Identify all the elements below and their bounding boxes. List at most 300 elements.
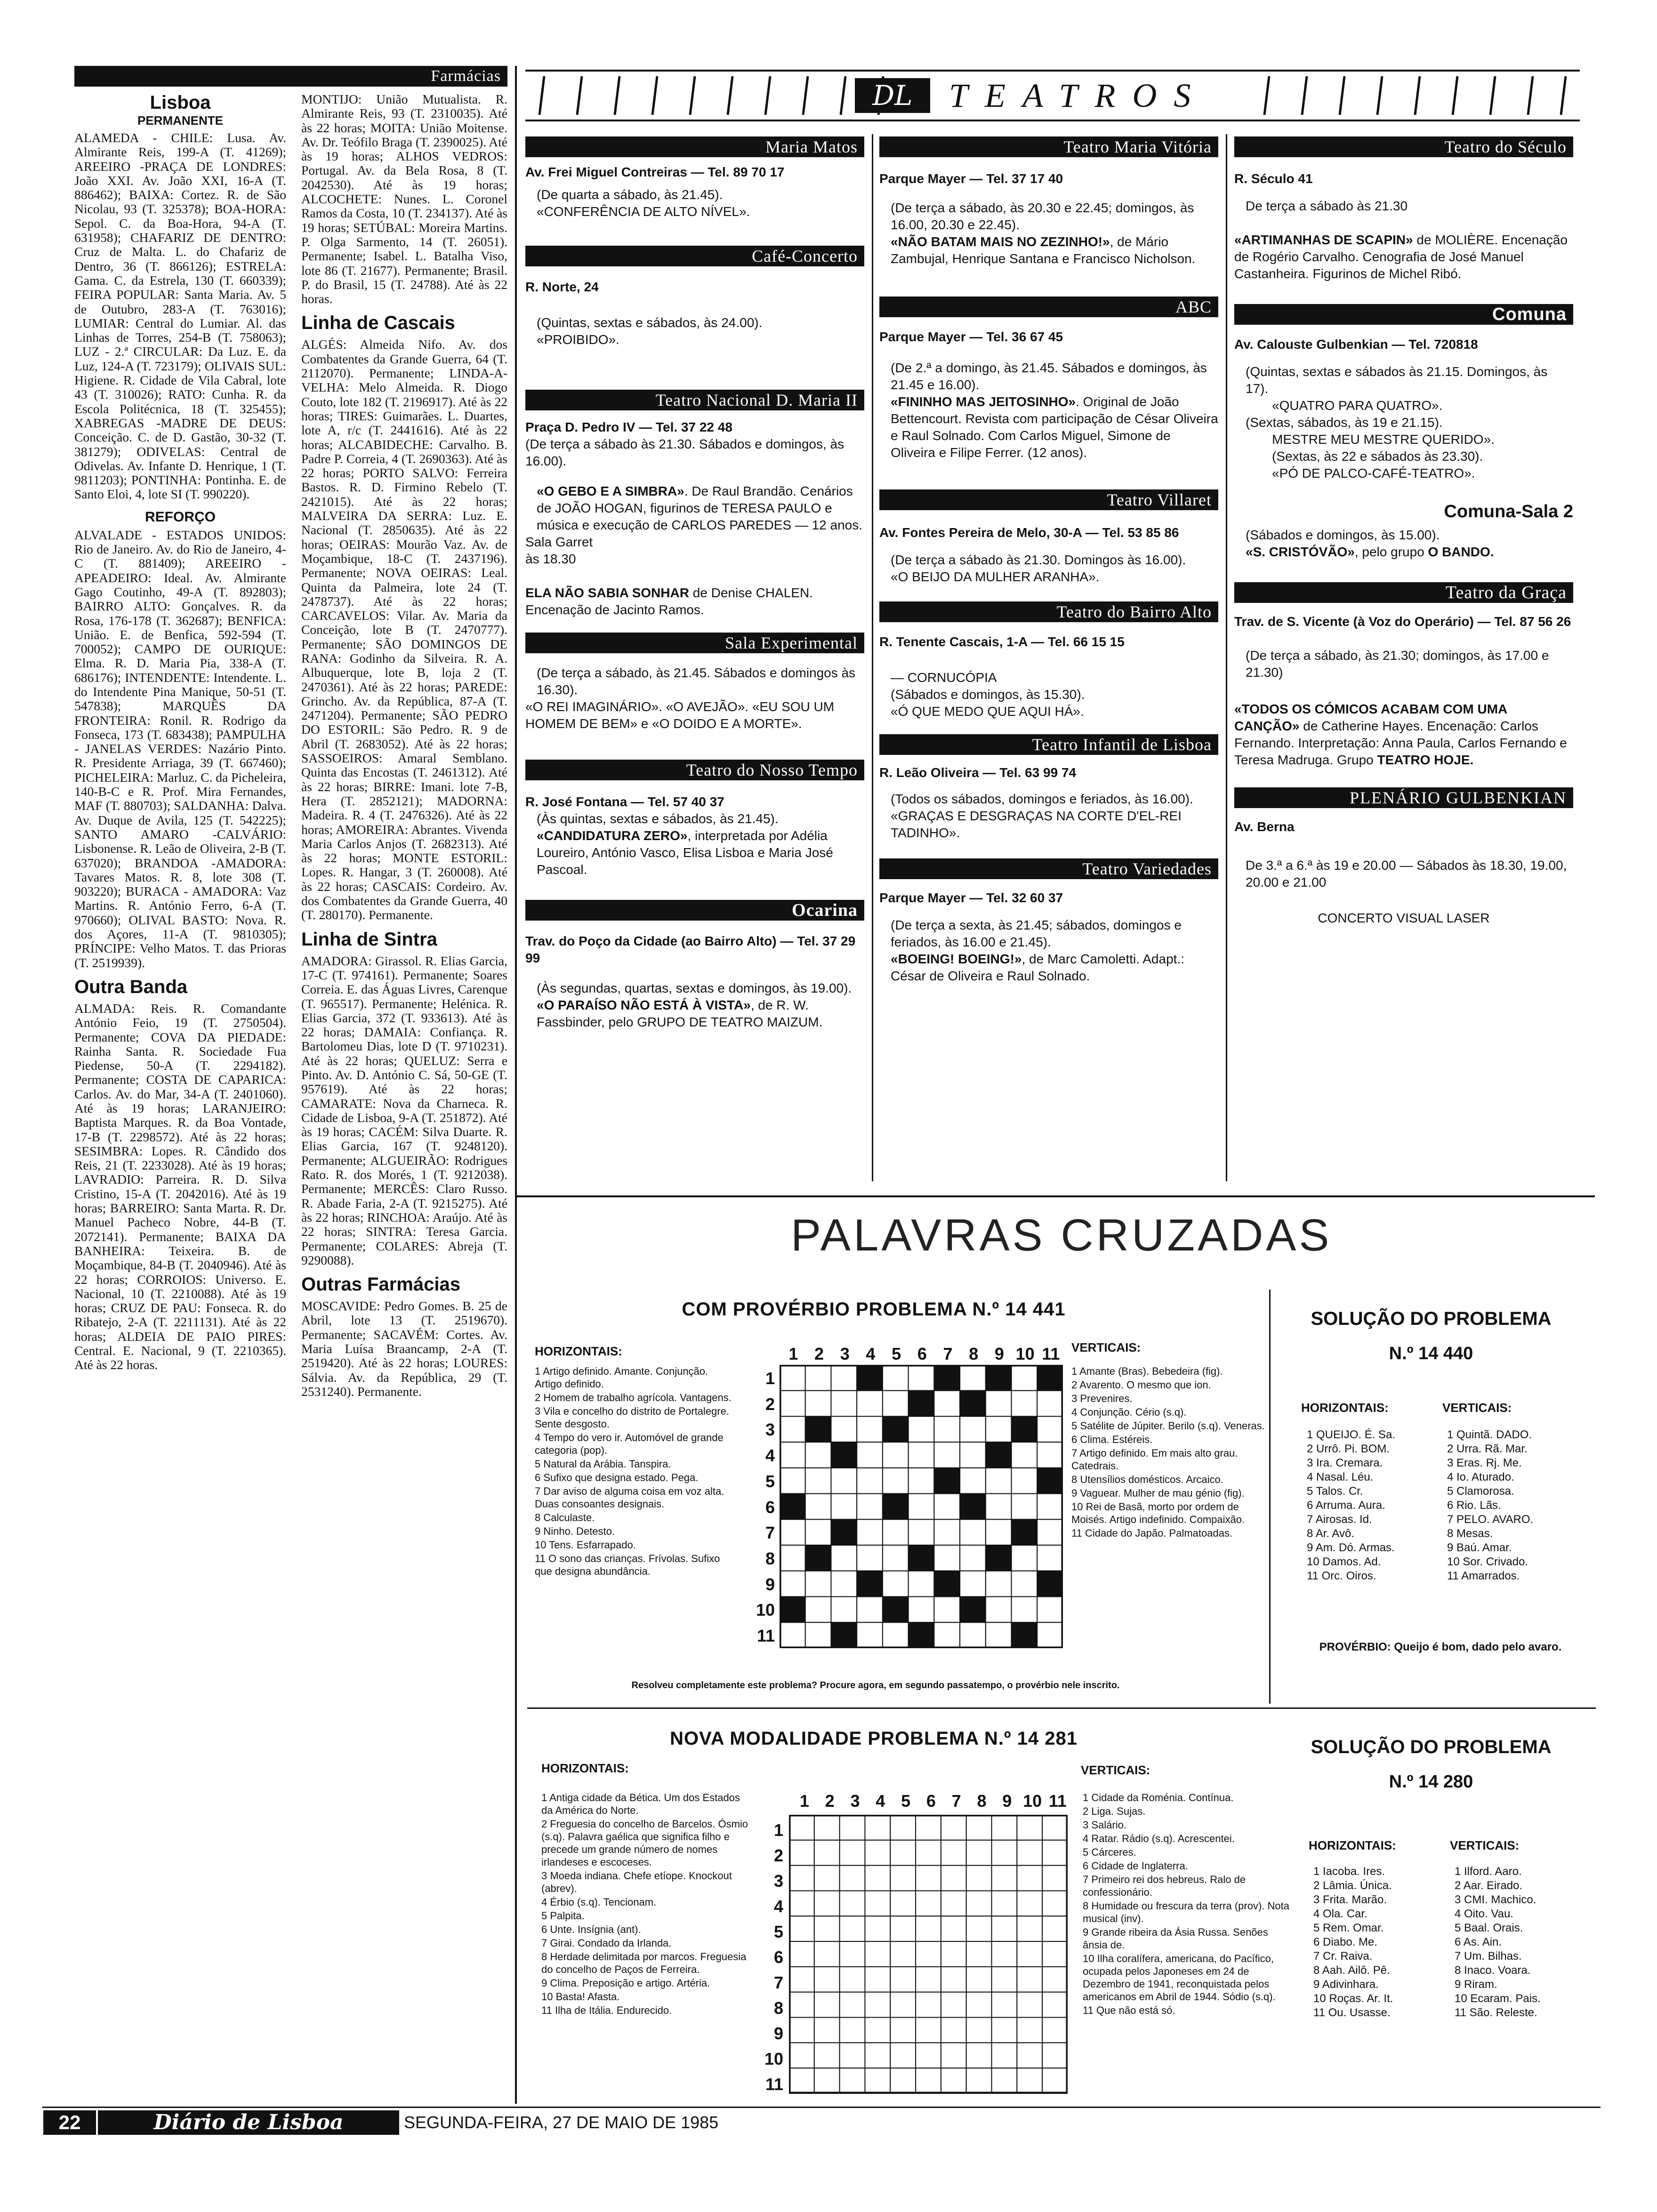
list-item: 3 Prevenires. xyxy=(1071,1393,1133,1404)
grid-cell[interactable] xyxy=(840,2043,865,2068)
grid-cell[interactable] xyxy=(1017,2018,1042,2043)
list-item: 7 Girai. Condado da Irlanda. xyxy=(541,1937,672,1949)
theater-name: Comuna xyxy=(1234,304,1573,325)
list-item: 4 Oito. Vau. xyxy=(1455,1907,1513,1920)
showtimes: (Sábados e domingos, às 15.00). xyxy=(1246,528,1440,542)
grid-number: 3 xyxy=(765,1420,775,1440)
grid-cell[interactable] xyxy=(916,1967,941,1992)
grid-cell[interactable] xyxy=(966,1840,992,1866)
grid-cell[interactable] xyxy=(1017,1916,1042,1941)
grid-cell[interactable] xyxy=(780,1468,805,1494)
grid-cell[interactable] xyxy=(789,1891,814,1916)
grid-cell[interactable] xyxy=(840,1815,865,1840)
grid-cell[interactable] xyxy=(883,1468,909,1494)
grid-cell[interactable] xyxy=(814,1840,840,1866)
grid-cell[interactable] xyxy=(986,1416,1012,1442)
grid-cell[interactable] xyxy=(941,1941,966,1967)
grid-cell[interactable] xyxy=(840,1992,865,2018)
grid-cell[interactable] xyxy=(909,1597,934,1623)
grid-cell[interactable] xyxy=(1017,1992,1042,2018)
grid-cell[interactable] xyxy=(780,1622,805,1648)
grid-cell[interactable] xyxy=(865,1891,890,1916)
grid-cell[interactable] xyxy=(934,1622,960,1648)
grid-cell[interactable] xyxy=(890,1941,916,1967)
grid-cell[interactable] xyxy=(1012,1494,1038,1520)
crossword-1-grid[interactable] xyxy=(780,1365,1063,1648)
crossword-2-title: NOVA MODALIDADE PROBLEMA N.º 14 281 xyxy=(669,1728,1078,1749)
grid-cell[interactable] xyxy=(883,1545,909,1571)
grid-cell[interactable] xyxy=(1012,1597,1038,1623)
grid-cell[interactable] xyxy=(831,1597,857,1623)
grid-number: 9 xyxy=(1002,1791,1012,1811)
solution-1-number: N.º 14 440 xyxy=(1389,1344,1473,1363)
black-cell xyxy=(805,1545,831,1571)
grid-cell[interactable] xyxy=(1042,1941,1068,1967)
grid-cell[interactable] xyxy=(805,1442,831,1468)
grid-cell[interactable] xyxy=(789,2043,814,2068)
list-item: 5 Clamorosa. xyxy=(1447,1485,1514,1498)
grid-cell[interactable] xyxy=(865,1916,890,1941)
grid-cell[interactable] xyxy=(883,1391,909,1417)
grid-cell[interactable] xyxy=(789,1866,814,1891)
grid-cell[interactable] xyxy=(992,1916,1017,1941)
grid-cell[interactable] xyxy=(966,1992,992,2018)
grid-cell[interactable] xyxy=(890,1840,916,1866)
show-title: MESTRE MEU MESTRE QUERIDO». xyxy=(1272,432,1495,447)
grid-cell[interactable] xyxy=(916,1891,941,1916)
grid-cell[interactable] xyxy=(1012,1571,1038,1597)
grid-cell[interactable] xyxy=(789,1941,814,1967)
grid-cell[interactable] xyxy=(840,1941,865,1967)
grid-cell[interactable] xyxy=(865,1866,890,1891)
teatros-column-c xyxy=(1234,136,1573,927)
grid-cell[interactable] xyxy=(941,2043,966,2068)
list-item: 11 Ou. Usasse. xyxy=(1313,2006,1391,2019)
grid-cell[interactable] xyxy=(865,1840,890,1866)
grid-cell[interactable] xyxy=(890,1967,916,1992)
grid-number: 11 xyxy=(1048,1791,1067,1811)
grid-cell[interactable] xyxy=(865,1992,890,2018)
grid-cell[interactable] xyxy=(941,1815,966,1840)
grid-cell[interactable] xyxy=(780,1571,805,1597)
crossword-1-verticais-label: VERTICAIS: xyxy=(1071,1340,1141,1354)
grid-cell[interactable] xyxy=(909,1365,934,1391)
grid-cell[interactable] xyxy=(865,2018,890,2043)
list-item: 2 Freguesia do concelho de Barcelos. Ósmio (s.q). Palavra gaélica que significa filho e precede um grande número de nomes irlandeses e escoceses. xyxy=(541,1818,748,1868)
grid-cell[interactable] xyxy=(941,1916,966,1941)
grid-cell[interactable] xyxy=(865,1967,890,1992)
grid-cell[interactable] xyxy=(831,1494,857,1520)
grid-cell[interactable] xyxy=(1037,1545,1063,1571)
grid-cell[interactable] xyxy=(805,1468,831,1494)
grid-cell[interactable] xyxy=(986,1519,1012,1545)
grid-cell[interactable] xyxy=(789,2068,814,2093)
grid-cell[interactable] xyxy=(960,1571,986,1597)
teatros-wordmark xyxy=(949,75,1260,116)
grid-cell[interactable] xyxy=(857,1494,883,1520)
list-item: 1 Cidade da Roménia. Contínua. xyxy=(1083,1792,1234,1803)
list-item: 3 Moeda indiana. Chefe etíope. Knockout (abrev). xyxy=(541,1870,732,1894)
grid-cell[interactable] xyxy=(831,1391,857,1417)
grid-cell[interactable] xyxy=(840,1891,865,1916)
grid-cell[interactable] xyxy=(857,1442,883,1468)
grid-cell[interactable] xyxy=(890,1992,916,2018)
list-item: 10 Rei de Basã, morto por ordem de Moisés. Artigo indefinido. Compaixão. xyxy=(1071,1501,1245,1525)
black-cell xyxy=(1012,1416,1038,1442)
grid-cell[interactable] xyxy=(992,1967,1017,1992)
theater-maria-vitoria xyxy=(879,136,1218,267)
grid-cell[interactable] xyxy=(805,1571,831,1597)
theater-name: Maria Matos xyxy=(525,136,864,157)
grid-cell[interactable] xyxy=(934,1597,960,1623)
show-title: «CANDIDATURA ZERO» xyxy=(537,828,688,843)
grid-cell[interactable] xyxy=(1042,2043,1068,2068)
list-item: 3 Salário. xyxy=(1083,1819,1126,1831)
grid-cell[interactable] xyxy=(789,2018,814,2043)
grid-cell[interactable] xyxy=(890,1866,916,1891)
grid-cell[interactable] xyxy=(1017,1941,1042,1967)
grid-cell[interactable] xyxy=(1037,1391,1063,1417)
grid-cell[interactable] xyxy=(966,1967,992,1992)
list-item: 4 Conjunção. Cério (s.q). xyxy=(1071,1406,1187,1418)
grid-number: 5 xyxy=(765,1471,775,1491)
grid-cell[interactable] xyxy=(883,1442,909,1468)
crossword-divider xyxy=(527,1707,1596,1709)
showtimes: (De terça a sábado, às 21.30; domingos, às 17.00 e 21.30) xyxy=(1246,648,1549,680)
grid-cell[interactable] xyxy=(941,1967,966,1992)
grid-cell[interactable] xyxy=(857,1391,883,1417)
grid-cell[interactable] xyxy=(780,1519,805,1545)
grid-cell[interactable] xyxy=(1037,1416,1063,1442)
grid-cell[interactable] xyxy=(1012,1442,1038,1468)
grid-cell[interactable] xyxy=(934,1519,960,1545)
grid-cell[interactable] xyxy=(814,1967,840,1992)
solution-1-title: SOLUÇÃO DO PROBLEMA xyxy=(1311,1308,1552,1329)
theater-name: Sala Experimental xyxy=(525,633,864,653)
grid-cell[interactable] xyxy=(909,1416,934,1442)
grid-number: 9 xyxy=(773,2024,783,2043)
grid-cell[interactable] xyxy=(865,1815,890,1840)
farmacias-header-bar xyxy=(74,66,507,87)
grid-cell[interactable] xyxy=(941,1840,966,1866)
grid-cell[interactable] xyxy=(941,1992,966,2018)
grid-cell[interactable] xyxy=(966,1815,992,1840)
grid-cell[interactable] xyxy=(966,1866,992,1891)
grid-number: 7 xyxy=(773,1973,783,1992)
grid-cell[interactable] xyxy=(1017,1866,1042,1891)
grid-cell[interactable] xyxy=(916,1866,941,1891)
grid-cell[interactable] xyxy=(966,1916,992,1941)
grid-cell[interactable] xyxy=(986,1597,1012,1623)
grid-cell[interactable] xyxy=(780,1391,805,1417)
grid-cell[interactable] xyxy=(890,1815,916,1840)
grid-cell[interactable] xyxy=(909,1442,934,1468)
grid-cell[interactable] xyxy=(1042,1916,1068,1941)
grid-cell[interactable] xyxy=(934,1416,960,1442)
theater-name: Teatro da Graça xyxy=(1234,582,1573,603)
grid-cell[interactable] xyxy=(992,2043,1017,2068)
grid-cell[interactable] xyxy=(883,1365,909,1391)
grid-cell[interactable] xyxy=(814,2068,840,2093)
grid-number: 6 xyxy=(917,1344,927,1363)
grid-cell[interactable] xyxy=(840,1866,865,1891)
black-cell xyxy=(1012,1519,1038,1545)
grid-cell[interactable] xyxy=(814,2043,840,2068)
grid-cell[interactable] xyxy=(1042,1815,1068,1840)
grid-cell[interactable] xyxy=(814,1891,840,1916)
crossword-2-grid[interactable] xyxy=(789,1815,1068,2095)
grid-cell[interactable] xyxy=(934,1545,960,1571)
grid-cell[interactable] xyxy=(1012,1391,1038,1417)
grid-cell[interactable] xyxy=(934,1494,960,1520)
grid-cell[interactable] xyxy=(890,2018,916,2043)
show-credits: , de R. W. Fassbinder, pelo GRUPO DE TEATRO MAIZUM. xyxy=(537,998,823,1029)
grid-cell[interactable] xyxy=(840,1916,865,1941)
grid-cell[interactable] xyxy=(814,1992,840,2018)
grid-cell[interactable] xyxy=(941,2068,966,2093)
grid-cell[interactable] xyxy=(840,1840,865,1866)
grid-number: 4 xyxy=(773,1897,783,1916)
list-item: 4 Ratar. Rádio (s.q). Acrescentei. xyxy=(1083,1833,1235,1844)
grid-cell[interactable] xyxy=(831,1545,857,1571)
grid-cell[interactable] xyxy=(1042,2018,1068,2043)
list-item: 4 Nasal. Léu. xyxy=(1307,1471,1374,1483)
theater-name: Teatro do Século xyxy=(1234,136,1573,157)
grid-cell[interactable] xyxy=(840,2068,865,2093)
grid-cell[interactable] xyxy=(1017,1967,1042,1992)
grid-cell[interactable] xyxy=(960,1545,986,1571)
grid-cell[interactable] xyxy=(916,1916,941,1941)
grid-cell[interactable] xyxy=(916,1941,941,1967)
grid-cell[interactable] xyxy=(805,1597,831,1623)
grid-cell[interactable] xyxy=(780,1442,805,1468)
grid-cell[interactable] xyxy=(934,1442,960,1468)
grid-cell[interactable] xyxy=(831,1468,857,1494)
grid-number: 2 xyxy=(825,1791,835,1811)
grid-cell[interactable] xyxy=(840,1967,865,1992)
grid-cell[interactable] xyxy=(840,2018,865,2043)
grid-cell[interactable] xyxy=(865,1941,890,1967)
list-item: 10 Damos. Ad. xyxy=(1307,1555,1381,1568)
theater-comuna xyxy=(1234,304,1573,482)
grid-cell[interactable] xyxy=(986,1571,1012,1597)
grid-cell[interactable] xyxy=(909,1468,934,1494)
grid-cell[interactable] xyxy=(805,1494,831,1520)
grid-cell[interactable] xyxy=(934,1391,960,1417)
grid-cell[interactable] xyxy=(916,2018,941,2043)
show-title: CONCERTO VISUAL LASER xyxy=(1318,911,1490,925)
grid-cell[interactable] xyxy=(916,1840,941,1866)
crossword-2-horizontal-clues xyxy=(541,1791,748,2018)
grid-cell[interactable] xyxy=(941,2018,966,2043)
grid-cell[interactable] xyxy=(814,1866,840,1891)
black-cell xyxy=(986,1545,1012,1571)
grid-cell[interactable] xyxy=(1042,2068,1068,2093)
grid-cell[interactable] xyxy=(789,1992,814,2018)
grid-cell[interactable] xyxy=(857,1622,883,1648)
grid-cell[interactable] xyxy=(1042,1967,1068,1992)
grid-cell[interactable] xyxy=(992,1891,1017,1916)
grid-number: 5 xyxy=(892,1344,901,1363)
grid-cell[interactable] xyxy=(992,2018,1017,2043)
grid-cell[interactable] xyxy=(941,1866,966,1891)
grid-cell[interactable] xyxy=(1017,1840,1042,1866)
grid-cell[interactable] xyxy=(1017,1891,1042,1916)
black-cell xyxy=(831,1442,857,1468)
list-item: 2 Urrô. Pi. BOM. xyxy=(1307,1443,1390,1455)
grid-cell[interactable] xyxy=(805,1391,831,1417)
page-number: 22 xyxy=(43,2110,96,2135)
show-title: «Ó QUE MEDO QUE AQUI HÁ». xyxy=(891,704,1084,719)
grid-cell[interactable] xyxy=(1042,1992,1068,2018)
list-item: 5 Rem. Omar. xyxy=(1313,1922,1384,1934)
grid-cell[interactable] xyxy=(1037,1442,1063,1468)
show-title: «O PARAÍSO NÃO ESTÁ À VISTA» xyxy=(537,998,751,1012)
grid-cell[interactable] xyxy=(986,1468,1012,1494)
grid-cell[interactable] xyxy=(805,1365,831,1391)
grid-cell[interactable] xyxy=(805,1622,831,1648)
venue-room: Sala Garret xyxy=(525,535,593,549)
list-item: 10 Ilha coralífera, americana, do Pacífico, ocupada pelos Japoneses em 24 de Dezembro de 1941, reconquistada pelos americanos em Abril de 1944. Sódio (s.q). xyxy=(1083,1953,1276,2003)
grid-cell[interactable] xyxy=(780,1416,805,1442)
grid-cell[interactable] xyxy=(986,1494,1012,1520)
grid-cell[interactable] xyxy=(916,2068,941,2093)
grid-cell[interactable] xyxy=(966,2018,992,2043)
grid-cell[interactable] xyxy=(966,2068,992,2093)
showtimes: (De 2.ª a domingo, às 21.45. Sábados e domingos, às 21.45 e 16.00). xyxy=(891,361,1207,392)
grid-cell[interactable] xyxy=(814,2018,840,2043)
grid-cell[interactable] xyxy=(960,1365,986,1391)
grid-cell[interactable] xyxy=(789,1815,814,1840)
grid-cell[interactable] xyxy=(857,1416,883,1442)
black-cell xyxy=(883,1494,909,1520)
grid-cell[interactable] xyxy=(960,1622,986,1648)
list-item: 5 Natural da Arábia. Tanspira. xyxy=(535,1458,671,1470)
grid-cell[interactable] xyxy=(960,1519,986,1545)
solution-1-proverb xyxy=(1309,1640,1572,1655)
black-cell xyxy=(1037,1365,1063,1391)
grid-cell[interactable] xyxy=(966,1941,992,1967)
grid-cell[interactable] xyxy=(780,1545,805,1571)
black-cell xyxy=(960,1494,986,1520)
grid-cell[interactable] xyxy=(916,1992,941,2018)
grid-cell[interactable] xyxy=(890,1891,916,1916)
grid-cell[interactable] xyxy=(789,1916,814,1941)
grid-cell[interactable] xyxy=(1037,1622,1063,1648)
crossword-1-horizontais-label: HORIZONTAIS: xyxy=(535,1344,622,1358)
theater-address: Av. Fontes Pereira de Melo, 30-A — Tel. 53 85 86 xyxy=(879,525,1179,540)
grid-cell[interactable] xyxy=(883,1622,909,1648)
grid-number: 1 xyxy=(773,1820,783,1840)
grid-cell[interactable] xyxy=(857,1519,883,1545)
grid-cell[interactable] xyxy=(805,1519,831,1545)
grid-cell[interactable] xyxy=(789,1967,814,1992)
black-cell xyxy=(909,1622,934,1648)
grid-cell[interactable] xyxy=(909,1494,934,1520)
grid-cell[interactable] xyxy=(960,1468,986,1494)
grid-cell[interactable] xyxy=(1017,2043,1042,2068)
list-item: 7 Primeiro rei dos hebreus. Ralo de confessionário. xyxy=(1083,1874,1246,1898)
grid-number: 4 xyxy=(876,1791,885,1811)
grid-cell[interactable] xyxy=(1012,1468,1038,1494)
grid-cell[interactable] xyxy=(1012,1545,1038,1571)
grid-cell[interactable] xyxy=(857,1545,883,1571)
grid-cell[interactable] xyxy=(909,1519,934,1545)
grid-cell[interactable] xyxy=(814,1815,840,1840)
grid-cell[interactable] xyxy=(1037,1519,1063,1545)
grid-cell[interactable] xyxy=(857,1468,883,1494)
grid-cell[interactable] xyxy=(992,2068,1017,2093)
grid-cell[interactable] xyxy=(883,1571,909,1597)
grid-cell[interactable] xyxy=(966,1891,992,1916)
list-item: 9 Am. Dó. Armas. xyxy=(1307,1541,1395,1554)
list-item: 8 Calculaste. xyxy=(535,1512,595,1523)
grid-cell[interactable] xyxy=(883,1519,909,1545)
grid-cell[interactable] xyxy=(1037,1494,1063,1520)
solution-2 xyxy=(1280,1737,1582,1792)
grid-cell[interactable] xyxy=(992,1840,1017,1866)
grid-cell[interactable] xyxy=(960,1442,986,1468)
grid-cell[interactable] xyxy=(865,2068,890,2093)
grid-cell[interactable] xyxy=(814,1916,840,1941)
grid-cell[interactable] xyxy=(1042,1866,1068,1891)
grid-cell[interactable] xyxy=(966,2043,992,2068)
grid-cell[interactable] xyxy=(780,1365,805,1391)
grid-cell[interactable] xyxy=(1042,1840,1068,1866)
show-description xyxy=(879,393,1218,461)
grid-cell[interactable] xyxy=(831,1416,857,1442)
grid-cell[interactable] xyxy=(857,1597,883,1623)
grid-cell[interactable] xyxy=(890,1916,916,1941)
grid-cell[interactable] xyxy=(916,2043,941,2068)
grid-cell[interactable] xyxy=(992,1866,1017,1891)
grid-cell[interactable] xyxy=(941,1891,966,1916)
grid-cell[interactable] xyxy=(992,1941,1017,1967)
list-item: 4 Tempo do vero ir. Automóvel de grande categoria (pop). xyxy=(535,1432,724,1456)
list-item: 11 O sono das crianças. Frívolas. Sufixo que designa abundância. xyxy=(535,1553,720,1577)
show-credits: , de Mário Zambujal, Henrique Santana e Francisco Nicholson. xyxy=(891,234,1196,266)
grid-cell[interactable] xyxy=(789,1840,814,1866)
theater-address: Av. Frei Miguel Contreiras — Tel. 89 70 17 xyxy=(525,165,785,179)
grid-cell[interactable] xyxy=(1042,1891,1068,1916)
grid-cell[interactable] xyxy=(1012,1365,1038,1391)
list-item: 5 Talos. Cr. xyxy=(1307,1485,1363,1498)
grid-cell[interactable] xyxy=(986,1622,1012,1648)
list-item: 11 Cidade do Japão. Palmatoadas. xyxy=(1071,1527,1233,1539)
grid-cell[interactable] xyxy=(831,1571,857,1597)
theater-abc xyxy=(879,297,1218,461)
grid-cell[interactable] xyxy=(960,1416,986,1442)
grid-cell[interactable] xyxy=(1037,1597,1063,1623)
grid-cell[interactable] xyxy=(1017,2068,1042,2093)
grid-cell[interactable] xyxy=(1017,1815,1042,1840)
theater-address: Parque Mayer — Tel. 37 17 40 xyxy=(879,171,1063,186)
grid-cell[interactable] xyxy=(831,1365,857,1391)
grid-cell[interactable] xyxy=(814,1941,840,1967)
grid-cell[interactable] xyxy=(916,1815,941,1840)
theater-name: Teatro Nacional D. Maria II xyxy=(525,390,864,410)
grid-cell[interactable] xyxy=(986,1391,1012,1417)
grid-cell[interactable] xyxy=(890,2043,916,2068)
solution-divider xyxy=(1269,1290,1271,1704)
theater-nosso-tempo xyxy=(525,760,864,878)
grid-cell[interactable] xyxy=(909,1571,934,1597)
grid-cell[interactable] xyxy=(890,2068,916,2093)
grid-cell[interactable] xyxy=(865,2043,890,2068)
theater-address: Av. Berna xyxy=(1234,819,1295,834)
grid-cell[interactable] xyxy=(992,1815,1017,1840)
grid-cell[interactable] xyxy=(992,1992,1017,2018)
